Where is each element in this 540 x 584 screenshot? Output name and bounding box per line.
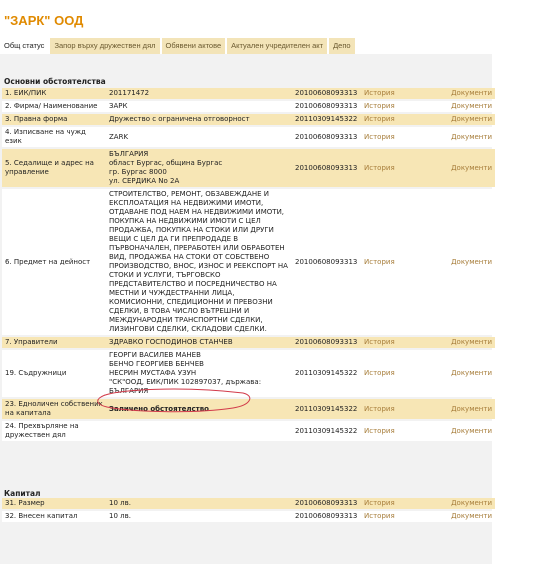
documents-link[interactable]: Документи [427,127,495,147]
handwritten-circle-annotation [93,387,253,413]
row-value-line: НЕСРИН МУСТАФА УЗУН [109,369,197,377]
tab-general-status[interactable]: Общ статус [0,38,48,54]
tab-current-founding-act[interactable]: Актуален учредителен акт [227,38,327,54]
documents-link[interactable]: Документи [427,511,495,522]
row-value [106,189,292,335]
history-link[interactable]: История [361,101,427,112]
row-value-line: ZARK [109,132,129,141]
row-value-line: БЪЛГАРИЯ [109,150,149,158]
row-value-line: 201171472 [109,89,150,97]
table-row [2,511,495,522]
row-label: 2. Фирма/ Наименование [2,101,106,112]
history-link[interactable]: История [361,88,427,99]
table-row [2,498,495,509]
table-row [2,421,495,441]
documents-link[interactable]: Документи [427,88,495,99]
capital-table [2,496,495,524]
section-capital-title: Капитал [4,489,41,498]
entry-number: 20100608093313 [292,88,361,99]
row-value-line: 10 лв. [109,499,131,507]
row-value-line: област Бургас, община Бургас [109,159,223,167]
entry-number: 20110309145322 [292,399,361,419]
table-row [2,149,495,187]
entry-number: 20100608093313 [292,127,361,147]
row-label: 1. ЕИК/ПИК [2,88,106,99]
history-link[interactable]: История [361,337,427,348]
entry-number: 20100608093313 [292,511,361,522]
table-row [2,88,495,99]
documents-link[interactable]: Документи [427,399,495,419]
row-value [106,149,292,187]
table-row [2,337,495,348]
row-value-line: Дружество с ограничена отговорност [109,115,250,123]
row-value [106,127,292,147]
documents-link[interactable]: Документи [427,189,495,335]
entry-number: 20100608093313 [292,498,361,509]
tab-bar [0,38,357,54]
table-row [2,114,495,125]
row-label: 5. Седалище и адрес на управление [2,149,106,187]
entry-number: 20110309145322 [292,421,361,441]
documents-link[interactable]: Документи [427,498,495,509]
tab-deposit[interactable]: Депо [329,38,354,54]
row-value [106,114,292,125]
entry-number: 20110309145322 [292,350,361,397]
table-row [2,189,495,335]
row-label: 32. Внесен капитал [2,511,106,522]
history-link[interactable]: История [361,399,427,419]
table-row [2,127,495,147]
row-label: 6. Предмет на дейност [2,189,106,335]
row-value [106,421,292,441]
history-link[interactable]: История [361,498,427,509]
entry-number: 20110309145322 [292,114,361,125]
entry-number: 20100608093313 [292,101,361,112]
row-value [106,511,292,522]
history-link[interactable]: История [361,127,427,147]
row-value-line: ЗАРК [109,102,128,110]
row-label: 23. Едноличен собственик на капитала [2,399,106,419]
company-title: "ЗАРК" ООД [4,13,84,28]
row-value [106,101,292,112]
entry-number: 20100608093313 [292,189,361,335]
row-label: 4. Изписване на чужд език [2,127,106,147]
row-label: 31. Размер [2,498,106,509]
row-value [106,498,292,509]
row-value-line: "СК"ООД, ЕИК/ПИК 102897037, държава: БЪЛГАРИЯ [109,378,262,395]
documents-link[interactable]: Документи [427,101,495,112]
documents-link[interactable]: Документи [427,350,495,397]
entry-number: 20100608093313 [292,337,361,348]
row-label: 19. Съдружници [2,350,106,397]
row-value-line: Заличено обстоятелство [109,404,209,413]
table-row [2,101,495,112]
documents-link[interactable]: Документи [427,421,495,441]
section-main-title: Основни обстоятелства [4,77,106,86]
row-value-line: 10 лв. [109,512,131,520]
documents-link[interactable]: Документи [427,337,495,348]
row-value-line: ЗДРАВКО ГОСПОДИНОВ СТАНЧЕВ [109,338,233,346]
history-link[interactable]: История [361,114,427,125]
row-label: 7. Управители [2,337,106,348]
history-link[interactable]: История [361,149,427,187]
row-label: 24. Прехвърляне на дружествен дял [2,421,106,441]
row-label: 3. Правна форма [2,114,106,125]
entry-number: 20100608093313 [292,149,361,187]
history-link[interactable]: История [361,189,427,335]
row-value-line: ул. СЕРДИКА No 2А [109,177,180,185]
row-value-line: СТРОИТЕЛСТВО, РЕМОНТ, ОБЗАВЕЖДАНЕ И ЕКСПЛОАТАЦИЯ НА НЕДВИЖИМИ ИМОТИ, ОТДАВАНЕ ПОД НАЕМ НА НЕДВИЖИМИ ИМОТИ, ПОКУПКА НА НЕДВИЖИМИ ИМОТИ С ЦЕЛ ПРОДАЖБА, ПОКУПКА НА СТОКИ ИЛИ ДРУГИ ВЕЩИ С ЦЕЛ ДА ГИ ПРЕПРОДАДЕ В ПЪРВОНАЧАЛЕН, ПРЕРАБОТЕН ИЛИ ОБРАБОТЕН ВИД, ПРОДАЖБА НА СТОКИ ОТ СОБСТВЕНО ПРОИЗВОДСТВО, ВНОС, ИЗНОС И РЕЕКСПОРТ НА СТОКИ И УСЛУГИ, ТЪРГОВСКО ПРЕДСТАВИТЕЛСТВО И ПОСРЕДНИЧЕСТВО НА МЕСТНИ И ЧУЖДЕСТРАННИ ЛИЦА, КОМИСИОННИ, СПЕДИЦИОННИ И ПРЕВОЗНИ СДЕЛКИ, В ТОВА ЧИСЛО ВЪТРЕШНИ И МЕЖДУНАРОДНИ ТРАНСПОРТНИ СДЕЛКИ, ЛИЗИНГОВИ СДЕЛКИ, СКЛАДОВИ СДЕЛКИ. [109,190,288,333]
row-value [106,88,292,99]
documents-link[interactable]: Документи [427,114,495,125]
row-value-line: ГЕОРГИ ВАСИЛЕВ МАНЕВ [109,351,201,359]
history-link[interactable]: История [361,511,427,522]
row-value-line: гр. Бургас 8000 [109,168,167,176]
row-value [106,337,292,348]
tab-announced-acts[interactable]: Обявени актове [162,38,226,54]
documents-link[interactable]: Документи [427,149,495,187]
history-link[interactable]: История [361,350,427,397]
history-link[interactable]: История [361,421,427,441]
row-value-line: БЕНЧО ГЕОРГИЕВ БЕНЧЕВ [109,360,204,368]
tab-share-seizure[interactable]: Запор върху дружествен дял [50,38,159,54]
